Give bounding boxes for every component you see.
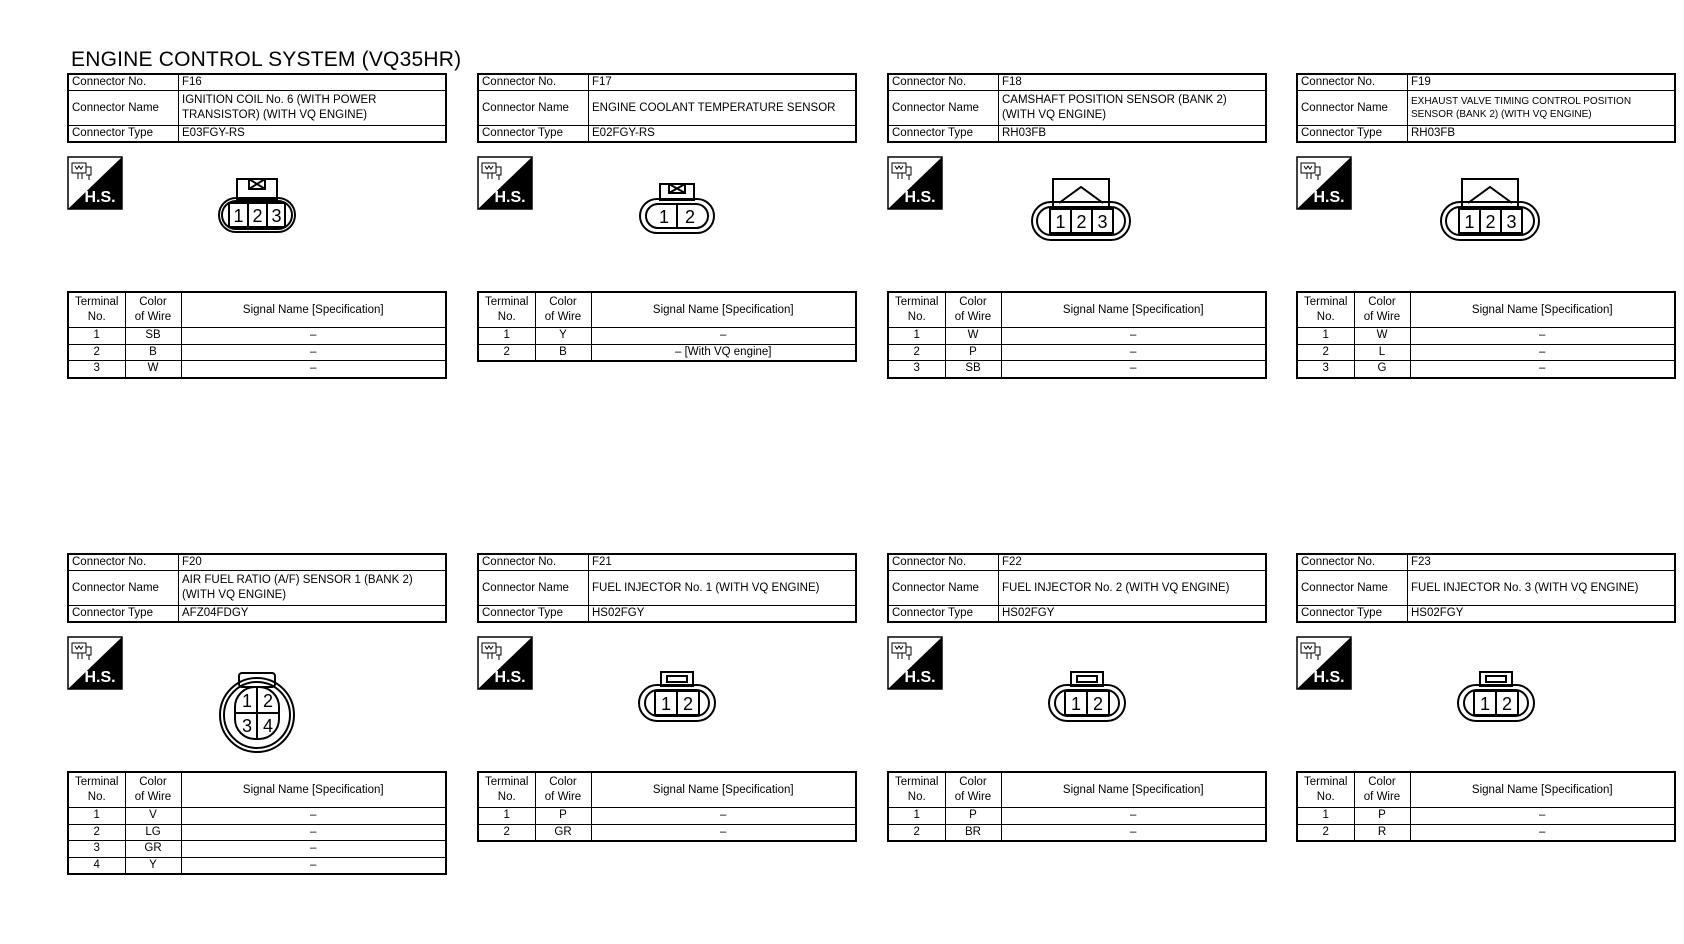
signal-name-header: Signal Name [Specification] — [591, 292, 856, 328]
connector-name-value: FUEL INJECTOR No. 2 (WITH VQ ENGINE) — [999, 571, 1267, 606]
terminal-table-header — [888, 292, 1266, 328]
connector-name-label: Connector Name — [1297, 91, 1408, 126]
table-row — [1297, 808, 1675, 825]
terminal-number: 2 — [1297, 344, 1354, 361]
signal-name: – — [181, 328, 446, 345]
wire-color: LG — [125, 824, 181, 841]
connector-type-value: E02FGY-RS — [589, 126, 857, 143]
terminal-number: 1 — [478, 328, 535, 345]
signal-name: – — [181, 344, 446, 361]
terminal-number: 1 — [478, 808, 535, 825]
connector-no-row — [888, 554, 1266, 571]
connector-no-label: Connector No. — [68, 74, 179, 91]
pin-number-label: 2 — [1485, 212, 1496, 232]
color-of-wire-header: Color of Wire — [125, 772, 181, 808]
connector-no-value: F17 — [589, 74, 857, 91]
signal-name: – — [1410, 808, 1675, 825]
signal-name: – — [181, 841, 446, 858]
connector-panel-f20 — [67, 553, 447, 873]
color-of-wire-header: Color of Wire — [1354, 772, 1410, 808]
terminal-table — [477, 291, 857, 362]
wire-color: B — [125, 344, 181, 361]
connector-no-label: Connector No. — [68, 554, 179, 571]
connector-no-label: Connector No. — [888, 554, 999, 571]
terminal-no-header: Terminal No. — [478, 772, 535, 808]
pin-number-label: 2 — [684, 207, 696, 227]
connector-name-label: Connector Name — [478, 571, 589, 606]
connector-info-table — [67, 553, 447, 623]
connector-no-value: F19 — [1408, 74, 1676, 91]
terminal-number: 3 — [888, 361, 945, 378]
connector-type-row — [68, 606, 446, 623]
connector-no-value: F21 — [589, 554, 857, 571]
terminal-number: 2 — [478, 344, 535, 361]
terminal-number: 1 — [1297, 328, 1354, 345]
connector-no-label: Connector No. — [1297, 74, 1408, 91]
terminal-table-header — [1297, 292, 1675, 328]
pin-number-label: 1 — [241, 691, 253, 711]
terminal-number: 2 — [68, 344, 125, 361]
table-row — [888, 328, 1266, 345]
terminal-number: 2 — [1297, 824, 1354, 841]
connector-panel-f16 — [67, 73, 447, 393]
table-row — [478, 344, 856, 361]
terminal-number: 2 — [478, 824, 535, 841]
connector-no-row — [68, 74, 446, 91]
pin-number-label: 1 — [1055, 212, 1066, 232]
table-row — [1297, 328, 1675, 345]
hs-label: H.S. — [84, 669, 116, 686]
table-row — [478, 824, 856, 841]
wire-color: Y — [125, 857, 181, 874]
terminal-no-header: Terminal No. — [478, 292, 535, 328]
terminal-no-header: Terminal No. — [888, 292, 945, 328]
connector-type-row — [888, 126, 1266, 143]
connector-type-value: HS02FGY — [999, 606, 1267, 623]
page-title: ENGINE CONTROL SYSTEM (VQ35HR) — [71, 48, 462, 71]
hs-label: H.S. — [904, 669, 936, 686]
wire-color: GR — [125, 841, 181, 858]
connector-panel-f22 — [887, 553, 1267, 873]
terminal-no-header: Terminal No. — [68, 772, 125, 808]
color-of-wire-header: Color of Wire — [535, 292, 591, 328]
connector-no-row — [1297, 554, 1675, 571]
signal-name: – [With VQ engine] — [591, 344, 856, 361]
terminal-number: 3 — [68, 361, 125, 378]
signal-name: – — [1410, 824, 1675, 841]
signal-name-header: Signal Name [Specification] — [1410, 292, 1675, 328]
terminal-number: 1 — [68, 328, 125, 345]
table-row — [68, 841, 446, 858]
wire-color: BR — [945, 824, 1001, 841]
connector-type-label: Connector Type — [478, 606, 589, 623]
connector-name-value: FUEL INJECTOR No. 1 (WITH VQ ENGINE) — [589, 571, 857, 606]
connector-panel-f23 — [1296, 553, 1676, 873]
hs-label: H.S. — [494, 189, 526, 206]
pin-number-label: 2 — [262, 691, 274, 711]
connector-face-diagram — [1296, 151, 1676, 285]
pin-number-label: 2 — [1076, 212, 1087, 232]
wire-color: GR — [535, 824, 591, 841]
connector-name-value: ENGINE COOLANT TEMPERATURE SENSOR — [589, 91, 857, 126]
connector-panel-f17 — [477, 73, 857, 393]
terminal-table — [1296, 291, 1676, 379]
connector-name-value: CAMSHAFT POSITION SENSOR (BANK 2) (WITH VQ ENGINE) — [999, 91, 1267, 126]
pin-number-label: 1 — [1070, 694, 1082, 714]
connector-type-label: Connector Type — [888, 126, 999, 143]
connector-name-value: AIR FUEL RATIO (A/F) SENSOR 1 (BANK 2) (WITH VQ ENGINE) — [179, 571, 447, 606]
connector-no-label: Connector No. — [1297, 554, 1408, 571]
wire-color: SB — [125, 328, 181, 345]
wire-color: W — [1354, 328, 1410, 345]
connector-info-table — [67, 73, 447, 143]
wire-color: SB — [945, 361, 1001, 378]
connector-info-table — [477, 553, 857, 623]
pin-number-label: 1 — [660, 694, 672, 714]
terminal-no-header: Terminal No. — [1297, 772, 1354, 808]
connector-no-label: Connector No. — [478, 74, 589, 91]
wire-color: G — [1354, 361, 1410, 378]
connector-name-label: Connector Name — [68, 571, 179, 606]
terminal-table-header — [1297, 772, 1675, 808]
connector-panel-f18 — [887, 73, 1267, 393]
terminal-no-header: Terminal No. — [1297, 292, 1354, 328]
pin-number-label: 1 — [1479, 694, 1491, 714]
connector-panel-f19 — [1296, 73, 1676, 393]
connector-type-label: Connector Type — [68, 606, 179, 623]
connector-name-row — [478, 571, 856, 606]
terminal-table-header — [888, 772, 1266, 808]
terminal-table-header — [68, 772, 446, 808]
wire-color: P — [535, 808, 591, 825]
signal-name: – — [1001, 824, 1266, 841]
wire-color: R — [1354, 824, 1410, 841]
pin-number-label: 1 — [658, 207, 670, 227]
connector-face-diagram — [67, 151, 447, 285]
signal-name: – — [181, 361, 446, 378]
connector-type-row — [478, 606, 856, 623]
connector-type-value: RH03FB — [999, 126, 1267, 143]
hs-label: H.S. — [904, 189, 936, 206]
terminal-table — [477, 771, 857, 842]
connector-face-diagram — [477, 151, 857, 285]
connector-panel-f21 — [477, 553, 857, 873]
wire-color: V — [125, 808, 181, 825]
terminal-number: 1 — [1297, 808, 1354, 825]
terminal-table-header — [478, 292, 856, 328]
signal-name-header: Signal Name [Specification] — [591, 772, 856, 808]
terminal-number: 2 — [888, 344, 945, 361]
pin-number-label: 1 — [233, 206, 244, 226]
table-row — [478, 808, 856, 825]
terminal-table-header — [478, 772, 856, 808]
connector-type-row — [478, 126, 856, 143]
terminal-number: 4 — [68, 857, 125, 874]
pin-number-label: 2 — [1501, 694, 1513, 714]
table-row — [1297, 361, 1675, 378]
connector-name-value: IGNITION COIL No. 6 (WITH POWER TRANSISTOR) (WITH VQ ENGINE) — [179, 91, 447, 126]
connector-name-row — [68, 91, 446, 126]
wire-color: B — [535, 344, 591, 361]
connector-no-row — [68, 554, 446, 571]
signal-name: – — [591, 808, 856, 825]
pin-number-label: 2 — [1092, 694, 1104, 714]
connector-info-table — [1296, 553, 1676, 623]
terminal-table — [67, 291, 447, 379]
connector-type-label: Connector Type — [888, 606, 999, 623]
terminal-table-header — [68, 292, 446, 328]
table-row — [68, 808, 446, 825]
terminal-number: 2 — [68, 824, 125, 841]
table-row — [888, 361, 1266, 378]
connector-type-value: E03FGY-RS — [179, 126, 447, 143]
table-row — [68, 824, 446, 841]
connector-face-diagram — [887, 631, 1267, 765]
hs-label: H.S. — [494, 669, 526, 686]
signal-name-header: Signal Name [Specification] — [1001, 772, 1266, 808]
terminal-number: 1 — [68, 808, 125, 825]
connector-name-row — [888, 91, 1266, 126]
signal-name: – — [181, 824, 446, 841]
color-of-wire-header: Color of Wire — [945, 772, 1001, 808]
pin-number-label: 3 — [1097, 212, 1108, 232]
wire-color: P — [945, 344, 1001, 361]
signal-name: – — [591, 824, 856, 841]
signal-name-header: Signal Name [Specification] — [181, 772, 446, 808]
connector-face-diagram — [67, 631, 447, 765]
connector-name-value: FUEL INJECTOR No. 3 (WITH VQ ENGINE) — [1408, 571, 1676, 606]
color-of-wire-header: Color of Wire — [1354, 292, 1410, 328]
wire-color: W — [945, 328, 1001, 345]
connector-type-row — [1297, 126, 1675, 143]
connector-no-row — [888, 74, 1266, 91]
connector-type-label: Connector Type — [68, 126, 179, 143]
hs-label: H.S. — [1313, 189, 1345, 206]
connector-name-row — [478, 91, 856, 126]
pin-number-label: 3 — [1506, 212, 1517, 232]
connector-no-value: F18 — [999, 74, 1267, 91]
terminal-number: 1 — [888, 808, 945, 825]
wire-color: W — [125, 361, 181, 378]
table-row — [1297, 344, 1675, 361]
terminal-table — [887, 291, 1267, 379]
connector-no-value: F23 — [1408, 554, 1676, 571]
terminal-no-header: Terminal No. — [68, 292, 125, 328]
table-row — [888, 344, 1266, 361]
connector-type-label: Connector Type — [478, 126, 589, 143]
signal-name: – — [1410, 328, 1675, 345]
connector-name-row — [68, 571, 446, 606]
signal-name: – — [1410, 344, 1675, 361]
signal-name: – — [181, 808, 446, 825]
table-row — [888, 824, 1266, 841]
connector-name-label: Connector Name — [68, 91, 179, 126]
signal-name: – — [591, 328, 856, 345]
table-row — [68, 857, 446, 874]
terminal-table — [1296, 771, 1676, 842]
connector-name-row — [888, 571, 1266, 606]
terminal-no-header: Terminal No. — [888, 772, 945, 808]
table-row — [68, 344, 446, 361]
signal-name: – — [1001, 344, 1266, 361]
connector-info-table — [887, 73, 1267, 143]
connector-type-value: RH03FB — [1408, 126, 1676, 143]
connector-name-value: EXHAUST VALVE TIMING CONTROL POSITION SENSOR (BANK 2) (WITH VQ ENGINE) — [1408, 91, 1676, 126]
connector-type-row — [1297, 606, 1675, 623]
connector-no-row — [478, 554, 856, 571]
connector-info-table — [887, 553, 1267, 623]
connector-type-row — [68, 126, 446, 143]
pin-number-label: 1 — [1464, 212, 1475, 232]
connector-info-table — [477, 73, 857, 143]
table-row — [68, 361, 446, 378]
signal-name-header: Signal Name [Specification] — [1410, 772, 1675, 808]
signal-name: – — [1410, 361, 1675, 378]
connector-no-label: Connector No. — [888, 74, 999, 91]
connector-info-table — [1296, 73, 1676, 143]
table-row — [888, 808, 1266, 825]
color-of-wire-header: Color of Wire — [945, 292, 1001, 328]
connector-face-diagram — [1296, 631, 1676, 765]
terminal-table — [67, 771, 447, 875]
table-row — [1297, 824, 1675, 841]
connector-face-diagram — [887, 151, 1267, 285]
connector-face-diagram — [477, 631, 857, 765]
terminal-number: 1 — [888, 328, 945, 345]
connector-type-row — [888, 606, 1266, 623]
color-of-wire-header: Color of Wire — [125, 292, 181, 328]
terminal-table — [887, 771, 1267, 842]
pin-number-label: 4 — [262, 716, 274, 736]
connector-type-label: Connector Type — [1297, 606, 1408, 623]
pin-number-label: 2 — [252, 206, 263, 226]
table-row — [68, 328, 446, 345]
color-of-wire-header: Color of Wire — [535, 772, 591, 808]
signal-name-header: Signal Name [Specification] — [181, 292, 446, 328]
signal-name: – — [181, 857, 446, 874]
terminal-number: 3 — [1297, 361, 1354, 378]
connector-no-value: F16 — [179, 74, 447, 91]
connector-name-label: Connector Name — [478, 91, 589, 126]
wire-color: L — [1354, 344, 1410, 361]
connector-no-row — [478, 74, 856, 91]
hs-label: H.S. — [1313, 669, 1345, 686]
connector-name-label: Connector Name — [1297, 571, 1408, 606]
connector-name-row — [1297, 91, 1675, 126]
connector-no-value: F22 — [999, 554, 1267, 571]
signal-name: – — [1001, 808, 1266, 825]
pin-number-label: 3 — [241, 716, 253, 736]
terminal-number: 3 — [68, 841, 125, 858]
wire-color: P — [1354, 808, 1410, 825]
signal-name-header: Signal Name [Specification] — [1001, 292, 1266, 328]
connector-type-value: HS02FGY — [589, 606, 857, 623]
connector-type-label: Connector Type — [1297, 126, 1408, 143]
connector-no-row — [1297, 74, 1675, 91]
signal-name: – — [1001, 328, 1266, 345]
connector-no-value: F20 — [179, 554, 447, 571]
terminal-number: 2 — [888, 824, 945, 841]
connector-type-value: HS02FGY — [1408, 606, 1676, 623]
connector-name-label: Connector Name — [888, 571, 999, 606]
connector-name-label: Connector Name — [888, 91, 999, 126]
pin-number-label: 2 — [682, 694, 694, 714]
pin-number-label: 3 — [271, 206, 282, 226]
wire-color: Y — [535, 328, 591, 345]
hs-label: H.S. — [84, 189, 116, 206]
connector-name-row — [1297, 571, 1675, 606]
signal-name: – — [1001, 361, 1266, 378]
connector-type-value: AFZ04FDGY — [179, 606, 447, 623]
table-row — [478, 328, 856, 345]
connector-no-label: Connector No. — [478, 554, 589, 571]
wire-color: P — [945, 808, 1001, 825]
